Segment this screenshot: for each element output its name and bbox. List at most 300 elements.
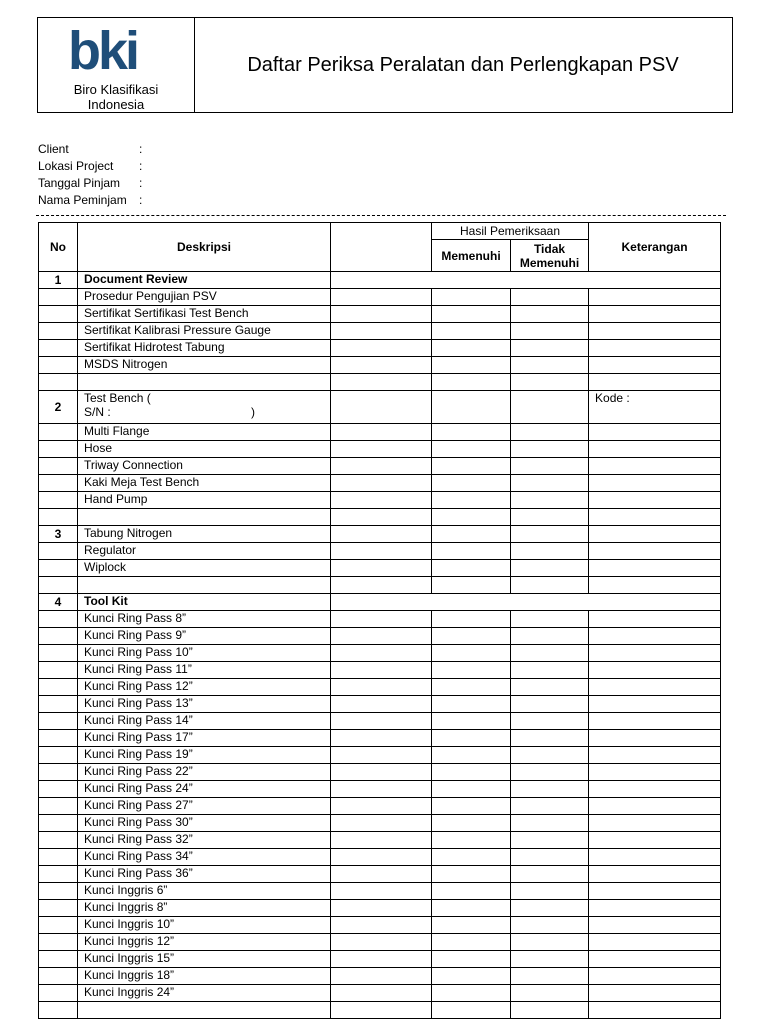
check-cell [432,662,511,679]
table-row [39,475,721,492]
check-cell [331,475,432,492]
table-row [39,798,721,815]
check-cell [511,900,589,917]
keterangan-kode: Kode : [589,391,721,424]
check-cell [511,951,589,968]
check-cell [589,424,721,441]
header-tidak-memenuhi [511,240,589,272]
check-cell [331,323,432,340]
section-number: 2 [39,391,78,424]
table-row [39,560,721,577]
check-cell [432,424,511,441]
header-deskripsi: Deskripsi [78,223,331,272]
checklist-body [39,272,721,1019]
check-cell [511,764,589,781]
section-number: 4 [39,594,78,611]
check-cell [432,730,511,747]
no-cell [39,560,78,577]
check-cell [589,560,721,577]
item-description: MSDS Nitrogen [78,357,331,374]
table-row [39,730,721,747]
item-description: Kunci Inggris 15” [78,951,331,968]
check-cell [589,475,721,492]
check-cell [589,883,721,900]
no-cell [39,815,78,832]
no-cell [39,934,78,951]
check-cell [589,458,721,475]
check-cell [511,917,589,934]
check-cell [589,526,721,543]
table-row [39,713,721,730]
item-description: Kaki Meja Test Bench [78,475,331,492]
info-label: Client [38,142,69,156]
item-description: Kunci Inggris 12” [78,934,331,951]
section-title-line1: Test Bench ( [84,391,151,405]
check-cell [589,798,721,815]
check-cell [511,289,589,306]
item-description: Kunci Ring Pass 24” [78,781,331,798]
no-cell [39,968,78,985]
no-cell [39,289,78,306]
info-label: Nama Peminjam [38,193,127,207]
check-cell [39,577,78,594]
check-cell [432,306,511,323]
item-description: Kunci Ring Pass 13” [78,696,331,713]
check-cell [331,391,432,424]
check-cell [331,357,432,374]
check-cell [432,679,511,696]
table-row [39,340,721,357]
check-cell [589,611,721,628]
table-row [39,883,721,900]
check-cell [78,509,331,526]
document-header [37,17,733,113]
section-title [78,391,331,424]
no-cell [39,424,78,441]
check-cell [331,781,432,798]
check-cell [511,560,589,577]
item-description: Triway Connection [78,458,331,475]
check-cell [511,849,589,866]
info-colon: : [139,193,143,207]
check-cell [511,798,589,815]
check-cell [432,832,511,849]
table-row [39,662,721,679]
item-description: Kunci Ring Pass 36” [78,866,331,883]
table-row [39,357,721,374]
check-cell [432,781,511,798]
check-cell [331,815,432,832]
check-cell [511,323,589,340]
check-cell [432,492,511,509]
item-description: Kunci Ring Pass 14” [78,713,331,730]
logo-cell [38,18,195,112]
check-cell [511,628,589,645]
section-title-line2 [84,405,330,419]
no-cell [39,713,78,730]
no-cell [39,645,78,662]
table-row [39,679,721,696]
item-description: Hand Pump [78,492,331,509]
no-cell [39,900,78,917]
check-cell [331,374,432,391]
check-cell [511,832,589,849]
check-cell [432,968,511,985]
item-description: Kunci Ring Pass 8” [78,611,331,628]
info-colon: : [139,142,143,156]
check-cell [589,849,721,866]
check-cell [331,1002,432,1019]
check-cell [432,340,511,357]
no-cell [39,543,78,560]
section-row [39,526,721,543]
header-blank [331,223,432,272]
check-cell [589,628,721,645]
check-cell [331,577,432,594]
check-cell [589,577,721,594]
bki-logo [68,21,138,81]
table-row [39,458,721,475]
no-cell [39,764,78,781]
table-row [39,985,721,1002]
no-cell [39,951,78,968]
check-cell [511,1002,589,1019]
check-cell [331,713,432,730]
check-cell [511,611,589,628]
item-description: Kunci Ring Pass 27” [78,798,331,815]
no-cell [39,696,78,713]
check-cell [589,730,721,747]
table-row [39,441,721,458]
check-cell [331,764,432,781]
check-cell [432,611,511,628]
check-cell [432,951,511,968]
section-title: Tabung Nitrogen [78,526,331,543]
no-cell [39,628,78,645]
no-cell [39,492,78,509]
check-cell [589,917,721,934]
check-cell [331,458,432,475]
check-cell [589,374,721,391]
section-span-cell [331,594,721,611]
check-cell [331,628,432,645]
check-cell [511,458,589,475]
table-row [39,900,721,917]
check-cell [331,340,432,357]
check-cell [511,340,589,357]
check-cell [511,662,589,679]
table-row [39,611,721,628]
check-cell [432,289,511,306]
check-cell [432,917,511,934]
check-cell [39,509,78,526]
item-description: Kunci Inggris 10” [78,917,331,934]
check-cell [511,391,589,424]
check-cell [511,357,589,374]
check-cell [432,798,511,815]
check-cell [331,424,432,441]
check-cell [511,696,589,713]
item-description: Kunci Ring Pass 12” [78,679,331,696]
check-cell [331,662,432,679]
no-cell [39,441,78,458]
check-cell [511,306,589,323]
check-cell [589,747,721,764]
check-cell [432,509,511,526]
info-colon: : [139,176,143,190]
check-cell [589,968,721,985]
check-cell [331,951,432,968]
check-cell [511,781,589,798]
checklist-table [38,222,721,1019]
check-cell [511,374,589,391]
check-cell [589,696,721,713]
check-cell [39,1002,78,1019]
logo-sub-line2: Indonesia [87,97,145,112]
item-description: Multi Flange [78,424,331,441]
no-cell [39,306,78,323]
section-number: 3 [39,526,78,543]
table-row [39,781,721,798]
check-cell [511,492,589,509]
item-description: Regulator [78,543,331,560]
table-row [39,696,721,713]
check-cell [331,696,432,713]
item-description: Kunci Ring Pass 9” [78,628,331,645]
check-cell [589,764,721,781]
table-row [39,866,721,883]
section-row [39,272,721,289]
section-title: Tool Kit [78,594,331,611]
check-cell [589,832,721,849]
blank-row [39,577,721,594]
item-description: Kunci Ring Pass 32” [78,832,331,849]
item-description: Sertifikat Kalibrasi Pressure Gauge [78,323,331,340]
item-description: Sertifikat Sertifikasi Test Bench [78,306,331,323]
check-cell [432,883,511,900]
table-row [39,628,721,645]
item-description: Kunci Ring Pass 17” [78,730,331,747]
check-cell [331,611,432,628]
logo-text: bki [68,21,138,81]
check-cell [331,832,432,849]
check-cell [511,968,589,985]
check-cell [331,679,432,696]
section-span-cell [331,272,721,289]
check-cell [589,679,721,696]
header-hasil-pemeriksaan: Hasil Pemeriksaan [432,223,589,240]
header-tidak-line2: Memenuhi [519,255,580,270]
check-cell [331,526,432,543]
no-cell [39,883,78,900]
check-cell [331,306,432,323]
table-row [39,849,721,866]
check-cell [589,781,721,798]
logo-sub-line1: Biro Klasifikasi [73,82,159,97]
item-description: Hose [78,441,331,458]
document-title: Daftar Periksa Peralatan dan Perlengkapan PSV [247,54,679,76]
check-cell [589,934,721,951]
header-tidak-line1: Tidak [533,241,566,256]
no-cell [39,747,78,764]
check-cell [432,747,511,764]
serial-label: S/N : [84,405,111,419]
check-cell [432,475,511,492]
check-cell [589,492,721,509]
check-cell [511,526,589,543]
check-cell [589,509,721,526]
check-cell [589,713,721,730]
check-cell [589,985,721,1002]
table-row [39,934,721,951]
check-cell [511,441,589,458]
check-cell [331,543,432,560]
item-description: Kunci Ring Pass 22” [78,764,331,781]
header-memenuhi: Memenuhi [432,240,511,272]
check-cell [331,509,432,526]
info-colon: : [139,159,143,173]
check-cell [432,900,511,917]
check-cell [432,374,511,391]
check-cell [511,475,589,492]
check-cell [331,560,432,577]
check-cell [511,424,589,441]
item-description: Kunci Inggris 24” [78,985,331,1002]
check-cell [432,815,511,832]
table-row [39,917,721,934]
no-cell [39,917,78,934]
check-cell [511,815,589,832]
no-cell [39,849,78,866]
table-row [39,815,721,832]
check-cell [511,747,589,764]
blank-row [39,374,721,391]
check-cell [589,662,721,679]
blank-row [39,509,721,526]
check-cell [589,306,721,323]
section-row [39,594,721,611]
no-cell [39,323,78,340]
table-row [39,747,721,764]
no-cell [39,611,78,628]
check-cell [589,815,721,832]
check-cell [78,577,331,594]
check-cell [432,764,511,781]
check-cell [589,866,721,883]
check-cell [511,730,589,747]
check-cell [432,357,511,374]
no-cell [39,662,78,679]
check-cell [331,866,432,883]
check-cell [78,374,331,391]
check-cell [331,849,432,866]
no-cell [39,832,78,849]
table-row [39,492,721,509]
no-cell [39,340,78,357]
section-row [39,391,721,424]
item-description: Kunci Ring Pass 30” [78,815,331,832]
no-cell [39,866,78,883]
check-cell [432,628,511,645]
table-row [39,764,721,781]
check-cell [432,985,511,1002]
check-cell [432,849,511,866]
item-description: Prosedur Pengujian PSV [78,289,331,306]
check-cell [432,577,511,594]
table-row [39,968,721,985]
check-cell [331,645,432,662]
check-cell [511,577,589,594]
serial-close: ) [251,405,255,419]
check-cell [432,560,511,577]
check-cell [589,289,721,306]
item-description: Kunci Ring Pass 19” [78,747,331,764]
check-cell [432,1002,511,1019]
header-keterangan: Keterangan [589,223,721,272]
check-cell [331,730,432,747]
header-no: No [39,223,78,272]
item-description: Kunci Ring Pass 34” [78,849,331,866]
check-cell [331,900,432,917]
check-cell [511,543,589,560]
check-cell [432,866,511,883]
blank-row [39,1002,721,1019]
item-description: Kunci Inggris 8” [78,900,331,917]
check-cell [432,543,511,560]
check-cell [331,798,432,815]
item-description: Kunci Ring Pass 10” [78,645,331,662]
no-cell [39,475,78,492]
item-description: Sertifikat Hidrotest Tabung [78,340,331,357]
check-cell [331,985,432,1002]
check-cell [511,985,589,1002]
table-row [39,832,721,849]
check-cell [511,883,589,900]
check-cell [511,934,589,951]
check-cell [589,543,721,560]
check-cell [511,713,589,730]
check-cell [589,323,721,340]
no-cell [39,798,78,815]
no-cell [39,730,78,747]
check-cell [511,679,589,696]
table-row [39,951,721,968]
check-cell [589,900,721,917]
check-cell [78,1002,331,1019]
check-cell [331,289,432,306]
dashed-divider [36,215,726,216]
item-description: Kunci Ring Pass 11” [78,662,331,679]
section-title: Document Review [78,272,331,289]
table-row [39,306,721,323]
check-cell [511,866,589,883]
no-cell [39,679,78,696]
check-cell [589,357,721,374]
check-cell [331,492,432,509]
check-cell [331,747,432,764]
info-label: Tanggal Pinjam [38,176,121,190]
no-cell [39,458,78,475]
table-row [39,645,721,662]
logo-subtitle [38,82,194,112]
item-description: Kunci Inggris 6” [78,883,331,900]
check-cell [331,917,432,934]
no-cell [39,985,78,1002]
check-cell [331,441,432,458]
item-description: Wiplock [78,560,331,577]
no-cell [39,357,78,374]
section-number: 1 [39,272,78,289]
